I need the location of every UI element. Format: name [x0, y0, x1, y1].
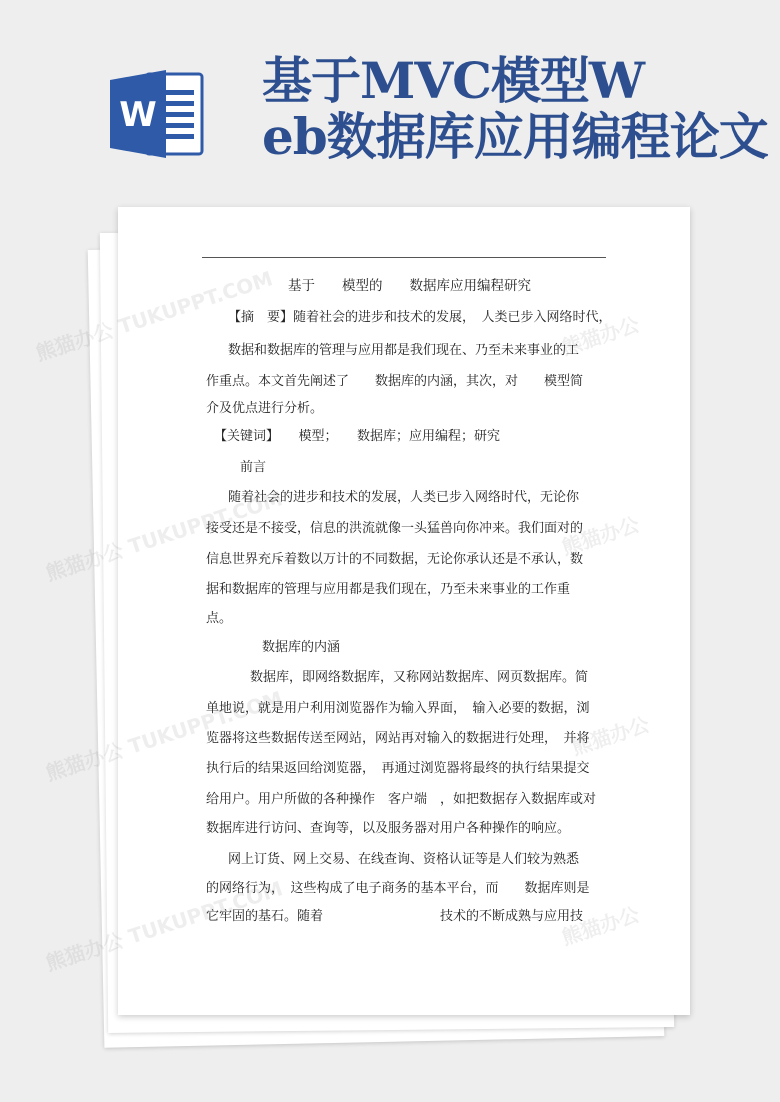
abstract-line: 【摘 要】随着社会的进步和技术的发展， 人类已步入网络时代， [228, 310, 612, 325]
word-doc-icon [110, 68, 206, 160]
document-title: 基于 模型的 数据库应用编程研究 [288, 278, 531, 294]
abstract-line: 作重点。本文首先阐述了 数据库的内涵，其次，对 模型简 [206, 374, 584, 389]
watermark: 熊猫办公 [42, 538, 127, 586]
paragraph-line: 据和数据库的管理与应用都是我们现在，乃至未来事业的工作重 [206, 582, 571, 597]
paragraph-line: 它牢固的基石。随着 技术的不断成熟与应用技 [206, 909, 584, 924]
paragraph-line: 点。 [206, 611, 233, 626]
watermark: 熊猫办公 [42, 738, 127, 786]
paragraph-line: 网上订货、网上交易、在线查询、资格认证等是人们较为熟悉 [228, 852, 580, 867]
paragraph-line: 数据库进行访问、查询等，以及服务器对用户各种操作的响应。 [206, 821, 571, 836]
watermark: 熊猫办公 [32, 318, 117, 366]
paragraph-line: 给用户。用户所做的各种操作 客户端 ，如把数据存入数据库或对 [206, 792, 597, 807]
section-heading-preface: 前言 [240, 460, 267, 475]
paragraph-line: 单地说，就是用户利用浏览器作为输入界面， 输入必要的数据，浏 [206, 701, 590, 716]
paragraph-line: 信息世界充斥着数以万计的不同数据，无论你承认还是不承认，数 [206, 552, 584, 567]
page-title-line-2: eb数据库应用编程论文 [262, 107, 768, 166]
header-rule [202, 257, 606, 258]
paragraph-line: 数据库，即网络数据库，又称网站数据库、网页数据库。简 [250, 670, 589, 685]
page-title-line-1: 基于MVC模型W [262, 51, 645, 110]
section-heading-database: 数据库的内涵 [262, 640, 341, 655]
paragraph-line: 执行后的结果返回给浏览器， 再通过浏览器将最终的执行结果提交 [206, 761, 590, 776]
abstract-line: 介及优点进行分析。 [206, 401, 324, 416]
keywords-line: 【关键词】 模型； 数据库；应用编程；研究 [214, 429, 501, 444]
watermark: 熊猫办公 [42, 928, 127, 976]
abstract-line: 数据和数据库的管理与应用都是我们现在、乃至未来事业的工 [228, 343, 580, 358]
document-page [118, 207, 690, 1015]
svg-text:W: W [119, 95, 157, 135]
paragraph-line: 的网络行为， 这些构成了电子商务的基本平台，而 数据库则是 [206, 881, 590, 896]
paragraph-line: 接受还是不接受，信息的洪流就像一头猛兽向你冲来。我们面对的 [206, 521, 584, 536]
paragraph-line: 随着社会的进步和技术的发展，人类已步入网络时代，无论你 [228, 490, 580, 505]
paragraph-line: 览器将这些数据传送至网站，网站再对输入的数据进行处理， 并将 [206, 731, 590, 746]
page-header [0, 0, 780, 200]
